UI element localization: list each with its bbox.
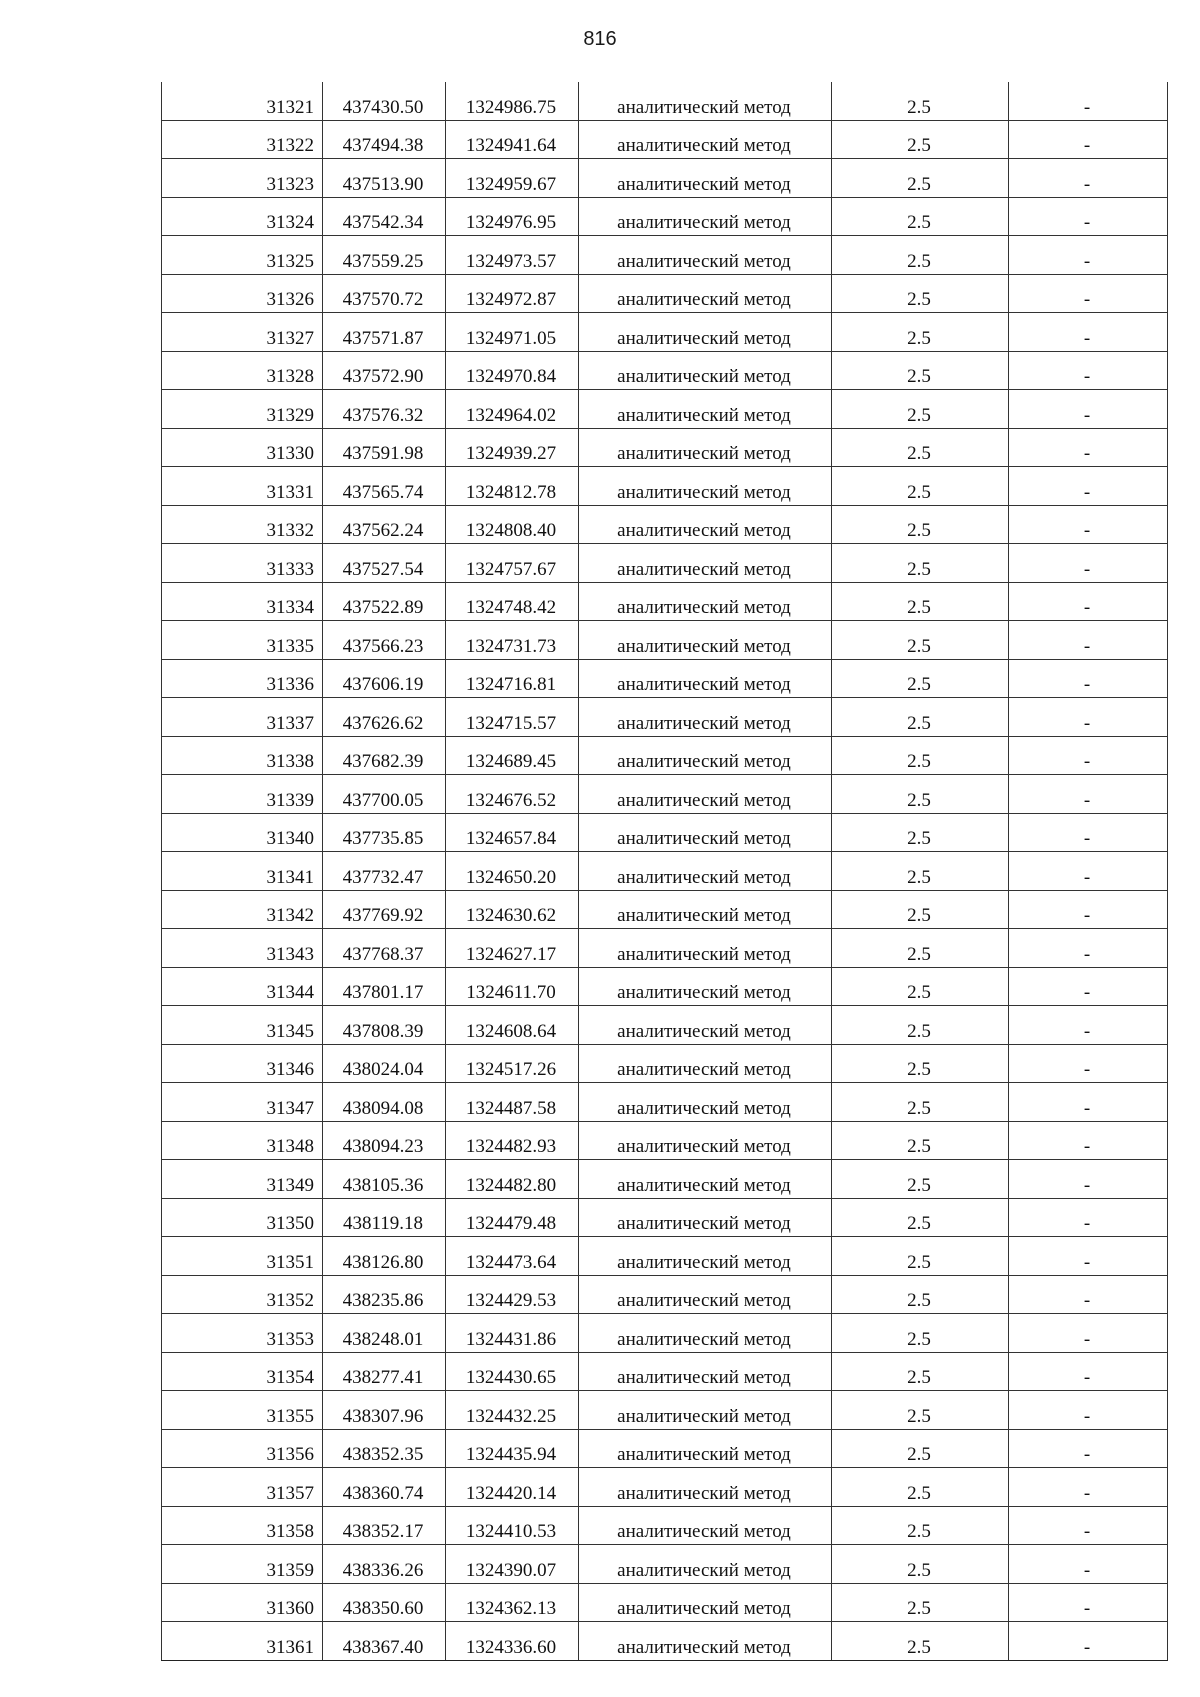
y-coordinate-cell: 1324757.67 xyxy=(446,544,579,583)
accuracy-cell: 2.5 xyxy=(832,1583,1009,1622)
x-coordinate-cell: 438277.41 xyxy=(323,1352,446,1391)
accuracy-cell: 2.5 xyxy=(832,505,1009,544)
y-coordinate-cell: 1324689.45 xyxy=(446,736,579,775)
note-cell: - xyxy=(1009,120,1168,159)
accuracy-cell: 2.5 xyxy=(832,698,1009,737)
table-row xyxy=(162,621,1168,660)
point-number-cell: 31357 xyxy=(162,1468,323,1507)
method-cell: аналитический метод xyxy=(579,82,832,120)
method-cell: аналитический метод xyxy=(579,1583,832,1622)
accuracy-cell: 2.5 xyxy=(832,197,1009,236)
y-coordinate-cell: 1324435.94 xyxy=(446,1429,579,1468)
accuracy-cell: 2.5 xyxy=(832,1314,1009,1353)
x-coordinate-cell: 437682.39 xyxy=(323,736,446,775)
method-cell: аналитический метод xyxy=(579,621,832,660)
y-coordinate-cell: 1324487.58 xyxy=(446,1083,579,1122)
note-cell: - xyxy=(1009,1391,1168,1430)
y-coordinate-cell: 1324970.84 xyxy=(446,351,579,390)
table-row xyxy=(162,890,1168,929)
note-cell: - xyxy=(1009,1006,1168,1045)
accuracy-cell: 2.5 xyxy=(832,1391,1009,1430)
method-cell: аналитический метод xyxy=(579,1198,832,1237)
x-coordinate-cell: 438024.04 xyxy=(323,1044,446,1083)
table-row xyxy=(162,1468,1168,1507)
x-coordinate-cell: 437527.54 xyxy=(323,544,446,583)
table-row xyxy=(162,967,1168,1006)
method-cell: аналитический метод xyxy=(579,1622,832,1661)
method-cell: аналитический метод xyxy=(579,274,832,313)
note-cell: - xyxy=(1009,1352,1168,1391)
y-coordinate-cell: 1324482.80 xyxy=(446,1160,579,1199)
note-cell: - xyxy=(1009,698,1168,737)
accuracy-cell: 2.5 xyxy=(832,1006,1009,1045)
y-coordinate-cell: 1324676.52 xyxy=(446,775,579,814)
note-cell: - xyxy=(1009,351,1168,390)
point-number-cell: 31333 xyxy=(162,544,323,583)
x-coordinate-cell: 438352.35 xyxy=(323,1429,446,1468)
method-cell: аналитический метод xyxy=(579,120,832,159)
method-cell: аналитический метод xyxy=(579,544,832,583)
point-number-cell: 31347 xyxy=(162,1083,323,1122)
note-cell: - xyxy=(1009,929,1168,968)
point-number-cell: 31326 xyxy=(162,274,323,313)
note-cell: - xyxy=(1009,1121,1168,1160)
note-cell: - xyxy=(1009,1237,1168,1276)
table-row xyxy=(162,582,1168,621)
table-row xyxy=(162,467,1168,506)
point-number-cell: 31352 xyxy=(162,1275,323,1314)
method-cell: аналитический метод xyxy=(579,467,832,506)
coordinates-table xyxy=(161,82,1168,1661)
y-coordinate-cell: 1324808.40 xyxy=(446,505,579,544)
y-coordinate-cell: 1324473.64 xyxy=(446,1237,579,1276)
accuracy-cell: 2.5 xyxy=(832,582,1009,621)
x-coordinate-cell: 437606.19 xyxy=(323,659,446,698)
x-coordinate-cell: 437513.90 xyxy=(323,159,446,198)
method-cell: аналитический метод xyxy=(579,890,832,929)
x-coordinate-cell: 437735.85 xyxy=(323,813,446,852)
method-cell: аналитический метод xyxy=(579,428,832,467)
note-cell: - xyxy=(1009,1583,1168,1622)
y-coordinate-cell: 1324731.73 xyxy=(446,621,579,660)
y-coordinate-cell: 1324973.57 xyxy=(446,236,579,275)
table-row xyxy=(162,1006,1168,1045)
accuracy-cell: 2.5 xyxy=(832,1468,1009,1507)
accuracy-cell: 2.5 xyxy=(832,1622,1009,1661)
accuracy-cell: 2.5 xyxy=(832,351,1009,390)
point-number-cell: 31323 xyxy=(162,159,323,198)
note-cell: - xyxy=(1009,1468,1168,1507)
method-cell: аналитический метод xyxy=(579,1314,832,1353)
method-cell: аналитический метод xyxy=(579,967,832,1006)
note-cell: - xyxy=(1009,1044,1168,1083)
note-cell: - xyxy=(1009,736,1168,775)
point-number-cell: 31334 xyxy=(162,582,323,621)
x-coordinate-cell: 438336.26 xyxy=(323,1545,446,1584)
y-coordinate-cell: 1324630.62 xyxy=(446,890,579,929)
table-row xyxy=(162,351,1168,390)
x-coordinate-cell: 437494.38 xyxy=(323,120,446,159)
point-number-cell: 31346 xyxy=(162,1044,323,1083)
accuracy-cell: 2.5 xyxy=(832,852,1009,891)
note-cell: - xyxy=(1009,1429,1168,1468)
point-number-cell: 31348 xyxy=(162,1121,323,1160)
y-coordinate-cell: 1324959.67 xyxy=(446,159,579,198)
method-cell: аналитический метод xyxy=(579,582,832,621)
y-coordinate-cell: 1324432.25 xyxy=(446,1391,579,1430)
accuracy-cell: 2.5 xyxy=(832,1506,1009,1545)
coordinates-table-body xyxy=(162,82,1168,1660)
table-row xyxy=(162,736,1168,775)
table-row xyxy=(162,428,1168,467)
accuracy-cell: 2.5 xyxy=(832,890,1009,929)
accuracy-cell: 2.5 xyxy=(832,1198,1009,1237)
point-number-cell: 31354 xyxy=(162,1352,323,1391)
x-coordinate-cell: 438352.17 xyxy=(323,1506,446,1545)
x-coordinate-cell: 438119.18 xyxy=(323,1198,446,1237)
table-row xyxy=(162,544,1168,583)
point-number-cell: 31331 xyxy=(162,467,323,506)
table-row xyxy=(162,505,1168,544)
point-number-cell: 31327 xyxy=(162,313,323,352)
accuracy-cell: 2.5 xyxy=(832,1083,1009,1122)
table-row xyxy=(162,390,1168,429)
note-cell: - xyxy=(1009,890,1168,929)
point-number-cell: 31342 xyxy=(162,890,323,929)
table-row xyxy=(162,197,1168,236)
point-number-cell: 31361 xyxy=(162,1622,323,1661)
x-coordinate-cell: 437591.98 xyxy=(323,428,446,467)
point-number-cell: 31344 xyxy=(162,967,323,1006)
method-cell: аналитический метод xyxy=(579,159,832,198)
table-row xyxy=(162,236,1168,275)
point-number-cell: 31322 xyxy=(162,120,323,159)
table-row xyxy=(162,1121,1168,1160)
method-cell: аналитический метод xyxy=(579,698,832,737)
y-coordinate-cell: 1324964.02 xyxy=(446,390,579,429)
x-coordinate-cell: 437430.50 xyxy=(323,82,446,120)
accuracy-cell: 2.5 xyxy=(832,659,1009,698)
y-coordinate-cell: 1324939.27 xyxy=(446,428,579,467)
point-number-cell: 31340 xyxy=(162,813,323,852)
method-cell: аналитический метод xyxy=(579,1352,832,1391)
x-coordinate-cell: 438235.86 xyxy=(323,1275,446,1314)
note-cell: - xyxy=(1009,197,1168,236)
y-coordinate-cell: 1324410.53 xyxy=(446,1506,579,1545)
accuracy-cell: 2.5 xyxy=(832,236,1009,275)
table-row xyxy=(162,659,1168,698)
x-coordinate-cell: 437769.92 xyxy=(323,890,446,929)
y-coordinate-cell: 1324972.87 xyxy=(446,274,579,313)
method-cell: аналитический метод xyxy=(579,351,832,390)
accuracy-cell: 2.5 xyxy=(832,621,1009,660)
point-number-cell: 31335 xyxy=(162,621,323,660)
point-number-cell: 31336 xyxy=(162,659,323,698)
y-coordinate-cell: 1324611.70 xyxy=(446,967,579,1006)
point-number-cell: 31343 xyxy=(162,929,323,968)
accuracy-cell: 2.5 xyxy=(832,1160,1009,1199)
y-coordinate-cell: 1324390.07 xyxy=(446,1545,579,1584)
point-number-cell: 31339 xyxy=(162,775,323,814)
accuracy-cell: 2.5 xyxy=(832,736,1009,775)
x-coordinate-cell: 437768.37 xyxy=(323,929,446,968)
method-cell: аналитический метод xyxy=(579,505,832,544)
table-row xyxy=(162,1044,1168,1083)
accuracy-cell: 2.5 xyxy=(832,1429,1009,1468)
method-cell: аналитический метод xyxy=(579,1121,832,1160)
point-number-cell: 31341 xyxy=(162,852,323,891)
note-cell: - xyxy=(1009,1160,1168,1199)
table-row xyxy=(162,1352,1168,1391)
note-cell: - xyxy=(1009,1545,1168,1584)
table-row xyxy=(162,775,1168,814)
table-row xyxy=(162,1083,1168,1122)
method-cell: аналитический метод xyxy=(579,1468,832,1507)
x-coordinate-cell: 437576.32 xyxy=(323,390,446,429)
note-cell: - xyxy=(1009,1275,1168,1314)
x-coordinate-cell: 437700.05 xyxy=(323,775,446,814)
y-coordinate-cell: 1324812.78 xyxy=(446,467,579,506)
method-cell: аналитический метод xyxy=(579,1275,832,1314)
y-coordinate-cell: 1324482.93 xyxy=(446,1121,579,1160)
x-coordinate-cell: 437808.39 xyxy=(323,1006,446,1045)
y-coordinate-cell: 1324479.48 xyxy=(446,1198,579,1237)
table-row xyxy=(162,1198,1168,1237)
method-cell: аналитический метод xyxy=(579,1083,832,1122)
note-cell: - xyxy=(1009,1622,1168,1661)
note-cell: - xyxy=(1009,1314,1168,1353)
point-number-cell: 31324 xyxy=(162,197,323,236)
accuracy-cell: 2.5 xyxy=(832,1275,1009,1314)
x-coordinate-cell: 438105.36 xyxy=(323,1160,446,1199)
table-row xyxy=(162,1314,1168,1353)
accuracy-cell: 2.5 xyxy=(832,1237,1009,1276)
table-row xyxy=(162,120,1168,159)
accuracy-cell: 2.5 xyxy=(832,813,1009,852)
note-cell: - xyxy=(1009,621,1168,660)
method-cell: аналитический метод xyxy=(579,736,832,775)
point-number-cell: 31353 xyxy=(162,1314,323,1353)
y-coordinate-cell: 1324748.42 xyxy=(446,582,579,621)
y-coordinate-cell: 1324716.81 xyxy=(446,659,579,698)
point-number-cell: 31349 xyxy=(162,1160,323,1199)
method-cell: аналитический метод xyxy=(579,1545,832,1584)
accuracy-cell: 2.5 xyxy=(832,544,1009,583)
note-cell: - xyxy=(1009,775,1168,814)
method-cell: аналитический метод xyxy=(579,1391,832,1430)
method-cell: аналитический метод xyxy=(579,1160,832,1199)
note-cell: - xyxy=(1009,467,1168,506)
x-coordinate-cell: 437562.24 xyxy=(323,505,446,544)
accuracy-cell: 2.5 xyxy=(832,1545,1009,1584)
point-number-cell: 31328 xyxy=(162,351,323,390)
method-cell: аналитический метод xyxy=(579,1237,832,1276)
method-cell: аналитический метод xyxy=(579,1044,832,1083)
point-number-cell: 31337 xyxy=(162,698,323,737)
note-cell: - xyxy=(1009,659,1168,698)
table-row xyxy=(162,1545,1168,1584)
method-cell: аналитический метод xyxy=(579,236,832,275)
method-cell: аналитический метод xyxy=(579,1006,832,1045)
method-cell: аналитический метод xyxy=(579,390,832,429)
table-row xyxy=(162,313,1168,352)
accuracy-cell: 2.5 xyxy=(832,390,1009,429)
accuracy-cell: 2.5 xyxy=(832,1044,1009,1083)
accuracy-cell: 2.5 xyxy=(832,159,1009,198)
point-number-cell: 31356 xyxy=(162,1429,323,1468)
x-coordinate-cell: 438307.96 xyxy=(323,1391,446,1430)
table-row xyxy=(162,1429,1168,1468)
method-cell: аналитический метод xyxy=(579,929,832,968)
table-row xyxy=(162,274,1168,313)
accuracy-cell: 2.5 xyxy=(832,120,1009,159)
method-cell: аналитический метод xyxy=(579,813,832,852)
x-coordinate-cell: 437801.17 xyxy=(323,967,446,1006)
note-cell: - xyxy=(1009,1198,1168,1237)
method-cell: аналитический метод xyxy=(579,775,832,814)
accuracy-cell: 2.5 xyxy=(832,1121,1009,1160)
accuracy-cell: 2.5 xyxy=(832,929,1009,968)
accuracy-cell: 2.5 xyxy=(832,967,1009,1006)
y-coordinate-cell: 1324517.26 xyxy=(446,1044,579,1083)
y-coordinate-cell: 1324627.17 xyxy=(446,929,579,968)
x-coordinate-cell: 438367.40 xyxy=(323,1622,446,1661)
accuracy-cell: 2.5 xyxy=(832,428,1009,467)
table-row xyxy=(162,1391,1168,1430)
y-coordinate-cell: 1324362.13 xyxy=(446,1583,579,1622)
point-number-cell: 31338 xyxy=(162,736,323,775)
x-coordinate-cell: 437571.87 xyxy=(323,313,446,352)
x-coordinate-cell: 437542.34 xyxy=(323,197,446,236)
point-number-cell: 31350 xyxy=(162,1198,323,1237)
table-row xyxy=(162,1160,1168,1199)
method-cell: аналитический метод xyxy=(579,1429,832,1468)
point-number-cell: 31358 xyxy=(162,1506,323,1545)
method-cell: аналитический метод xyxy=(579,197,832,236)
point-number-cell: 31329 xyxy=(162,390,323,429)
table-row xyxy=(162,1275,1168,1314)
accuracy-cell: 2.5 xyxy=(832,775,1009,814)
note-cell: - xyxy=(1009,852,1168,891)
note-cell: - xyxy=(1009,967,1168,1006)
table-row xyxy=(162,698,1168,737)
page-number: 816 xyxy=(583,28,617,50)
note-cell: - xyxy=(1009,313,1168,352)
x-coordinate-cell: 438094.08 xyxy=(323,1083,446,1122)
y-coordinate-cell: 1324941.64 xyxy=(446,120,579,159)
table-row xyxy=(162,1506,1168,1545)
y-coordinate-cell: 1324431.86 xyxy=(446,1314,579,1353)
x-coordinate-cell: 437732.47 xyxy=(323,852,446,891)
note-cell: - xyxy=(1009,505,1168,544)
x-coordinate-cell: 437559.25 xyxy=(323,236,446,275)
note-cell: - xyxy=(1009,236,1168,275)
note-cell: - xyxy=(1009,159,1168,198)
accuracy-cell: 2.5 xyxy=(832,82,1009,120)
x-coordinate-cell: 438094.23 xyxy=(323,1121,446,1160)
method-cell: аналитический метод xyxy=(579,659,832,698)
table-row xyxy=(162,929,1168,968)
accuracy-cell: 2.5 xyxy=(832,313,1009,352)
accuracy-cell: 2.5 xyxy=(832,467,1009,506)
point-number-cell: 31332 xyxy=(162,505,323,544)
table-row xyxy=(162,159,1168,198)
y-coordinate-cell: 1324986.75 xyxy=(446,82,579,120)
note-cell: - xyxy=(1009,1506,1168,1545)
y-coordinate-cell: 1324971.05 xyxy=(446,313,579,352)
method-cell: аналитический метод xyxy=(579,313,832,352)
table-row xyxy=(162,82,1168,120)
table-row xyxy=(162,1583,1168,1622)
y-coordinate-cell: 1324430.65 xyxy=(446,1352,579,1391)
x-coordinate-cell: 437626.62 xyxy=(323,698,446,737)
table-row xyxy=(162,1622,1168,1661)
point-number-cell: 31355 xyxy=(162,1391,323,1430)
x-coordinate-cell: 438350.60 xyxy=(323,1583,446,1622)
note-cell: - xyxy=(1009,813,1168,852)
accuracy-cell: 2.5 xyxy=(832,274,1009,313)
note-cell: - xyxy=(1009,82,1168,120)
x-coordinate-cell: 437570.72 xyxy=(323,274,446,313)
y-coordinate-cell: 1324420.14 xyxy=(446,1468,579,1507)
point-number-cell: 31351 xyxy=(162,1237,323,1276)
method-cell: аналитический метод xyxy=(579,852,832,891)
x-coordinate-cell: 438248.01 xyxy=(323,1314,446,1353)
note-cell: - xyxy=(1009,582,1168,621)
point-number-cell: 31360 xyxy=(162,1583,323,1622)
table-row xyxy=(162,1237,1168,1276)
note-cell: - xyxy=(1009,544,1168,583)
point-number-cell: 31321 xyxy=(162,82,323,120)
note-cell: - xyxy=(1009,390,1168,429)
x-coordinate-cell: 438360.74 xyxy=(323,1468,446,1507)
point-number-cell: 31330 xyxy=(162,428,323,467)
method-cell: аналитический метод xyxy=(579,1506,832,1545)
y-coordinate-cell: 1324429.53 xyxy=(446,1275,579,1314)
y-coordinate-cell: 1324976.95 xyxy=(446,197,579,236)
x-coordinate-cell: 437522.89 xyxy=(323,582,446,621)
x-coordinate-cell: 438126.80 xyxy=(323,1237,446,1276)
point-number-cell: 31345 xyxy=(162,1006,323,1045)
note-cell: - xyxy=(1009,428,1168,467)
x-coordinate-cell: 437566.23 xyxy=(323,621,446,660)
note-cell: - xyxy=(1009,1083,1168,1122)
y-coordinate-cell: 1324650.20 xyxy=(446,852,579,891)
y-coordinate-cell: 1324336.60 xyxy=(446,1622,579,1661)
y-coordinate-cell: 1324715.57 xyxy=(446,698,579,737)
point-number-cell: 31359 xyxy=(162,1545,323,1584)
note-cell: - xyxy=(1009,274,1168,313)
point-number-cell: 31325 xyxy=(162,236,323,275)
y-coordinate-cell: 1324657.84 xyxy=(446,813,579,852)
accuracy-cell: 2.5 xyxy=(832,1352,1009,1391)
x-coordinate-cell: 437572.90 xyxy=(323,351,446,390)
x-coordinate-cell: 437565.74 xyxy=(323,467,446,506)
table-row xyxy=(162,813,1168,852)
y-coordinate-cell: 1324608.64 xyxy=(446,1006,579,1045)
table-row xyxy=(162,852,1168,891)
